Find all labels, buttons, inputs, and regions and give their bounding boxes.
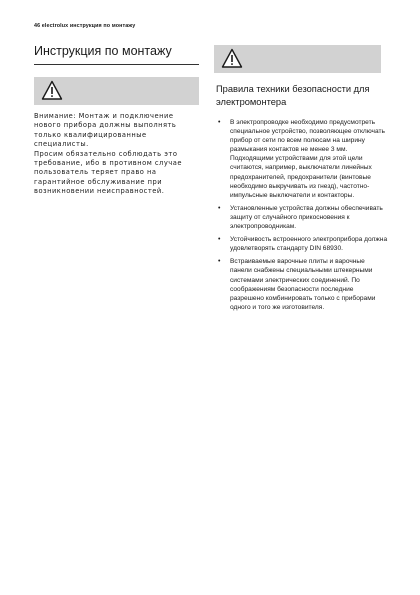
installation-warning-text: [34, 112, 197, 197]
safety-rules-list: [216, 118, 388, 316]
list-item-text: Встраиваемые варочные плиты и варочные панели снабжены специальными штекерными системами электрических соединений. По соображениям безопасности последние разрешено комбинировать только с приборами одного и того же изготовителя.: [230, 258, 376, 311]
title-divider: [34, 64, 199, 65]
warning-box-left: [34, 77, 199, 105]
running-header: 46 electrolux инструкция по монтажу: [34, 23, 136, 29]
list-item: [216, 118, 388, 200]
bullet-icon: •: [218, 119, 221, 126]
section-title: Правила техники безопасности для электромонтера: [216, 84, 370, 107]
warning-paragraph: Просим обязательно соблюдать это требование, ибо в противном случае пользователь теряет право на гарантийное обслуживание при возникновении неисправностей.: [34, 149, 182, 196]
page-title: Инструкция по монтажу: [34, 44, 172, 58]
warning-triangle-icon: [221, 48, 243, 69]
list-item-text: Установленные устройства должны обеспечивать защиту от случайного прикосновения к электропроводникам.: [230, 204, 383, 231]
bullet-icon: •: [218, 236, 221, 244]
list-item: [216, 257, 388, 312]
warning-paragraph: Внимание: Монтаж и подключение нового прибора должны выполнять только квалифицированные специалисты.: [34, 112, 177, 149]
bullet-icon: •: [218, 258, 221, 266]
list-item: [216, 204, 388, 231]
warning-triangle-icon: [41, 80, 63, 101]
list-item: [216, 235, 388, 253]
bullet-icon: •: [218, 204, 221, 212]
list-item-text: Устойчивость встроенного электроприбора должна удовлетворять стандарту DIN 68930.: [230, 236, 388, 253]
list-item-text: В электропроводке необходимо предусмотреть специальное устройство, позволяющее отключать прибор от сети по всем полюсам на ширину размыкания контактов не менее 3 мм. Подходящими устройствами для этой цели считаются, например, выключатели линейных предохранителей, предохранители (винтовые необходимо выкручивать из гнезд), частотно-импульсные выключатели и контакторы.: [230, 119, 385, 199]
warning-box-right: [214, 45, 381, 73]
